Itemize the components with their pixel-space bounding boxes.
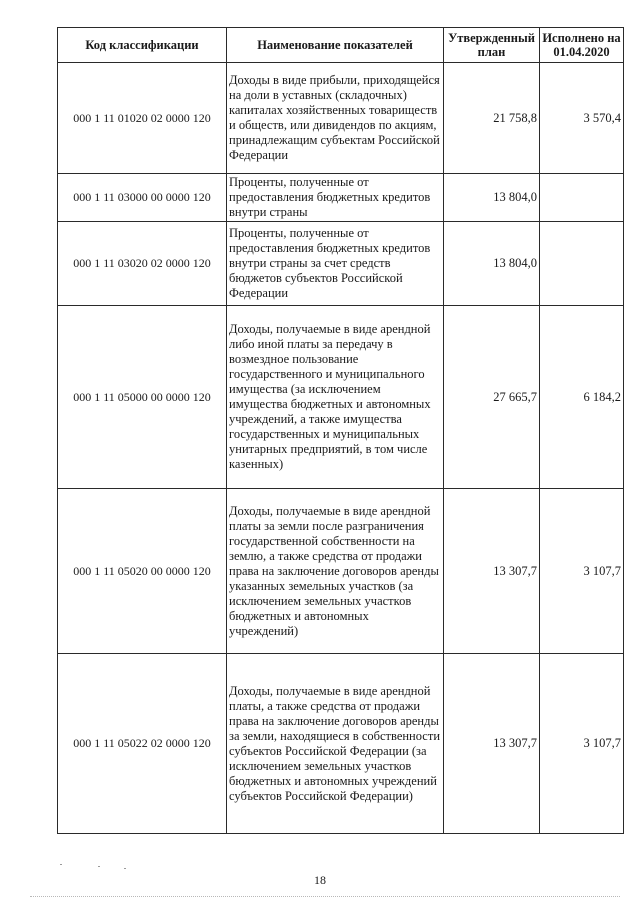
indicator-name: Доходы в виде прибыли, приходящейся на доли в уставных (складочных) капиталах хозяйственных товариществ и обществ, или дивидендов по акциям, принадлежащим субъектам Российской Федерации (227, 63, 444, 174)
executed-value (540, 222, 624, 306)
column-header-executed: Исполнено на 01.04.2020 (540, 28, 624, 63)
table-row (58, 654, 624, 834)
plan-value: 13 307,7 (444, 654, 540, 834)
scan-speck (60, 864, 62, 865)
column-header-name: Наименование показателей (227, 28, 444, 63)
table-row (58, 174, 624, 222)
plan-value: 21 758,8 (444, 63, 540, 174)
indicator-name: Проценты, полученные от предоставления бюджетных кредитов внутри страны за счет средств бюджетов субъектов Российской Федерации (227, 222, 444, 306)
plan-value: 13 307,7 (444, 489, 540, 654)
classification-code: 000 1 11 01020 02 0000 120 (58, 63, 227, 174)
table-row (58, 489, 624, 654)
column-header-code: Код классификации (58, 28, 227, 63)
page-number: 18 (314, 873, 326, 887)
scan-edge-line (30, 896, 620, 898)
executed-value: 3 107,7 (540, 654, 624, 834)
indicator-name: Доходы, получаемые в виде арендной платы, а также средства от продажи права на заключение договоров аренды за земли, находящиеся в собственности субъектов Российской Федерации (за исключением земельных участков бюджетных и автономных учреждений субъектов Российской Федерации) (227, 654, 444, 834)
classification-code: 000 1 11 03000 00 0000 120 (58, 174, 227, 222)
revenue-table (57, 27, 624, 834)
indicator-name: Доходы, получаемые в виде арендной платы за земли после разграничения государственной собственности на землю, а также средства от продажи права на заключение договоров аренды указанных земельных участков (за исключением земельных участков бюджетных и автономных учреждений) (227, 489, 444, 654)
indicator-name: Доходы, получаемые в виде арендной либо иной платы за передачу в возмездное пользование государственного и муниципального имущества (за исключением имущества бюджетных и автономных учреждений, а также имущества государственных и муниципальных унитарных предприятий, в том числе казенных) (227, 306, 444, 489)
classification-code: 000 1 11 05020 00 0000 120 (58, 489, 227, 654)
classification-code: 000 1 11 03020 02 0000 120 (58, 222, 227, 306)
executed-value (540, 174, 624, 222)
executed-value: 6 184,2 (540, 306, 624, 489)
plan-value: 13 804,0 (444, 174, 540, 222)
scan-speck (98, 866, 100, 867)
executed-value: 3 570,4 (540, 63, 624, 174)
plan-value: 13 804,0 (444, 222, 540, 306)
scan-speck (124, 868, 126, 869)
column-header-plan: Утвержденный план (444, 28, 540, 63)
table-header-row (58, 28, 624, 63)
classification-code: 000 1 11 05000 00 0000 120 (58, 306, 227, 489)
table-row (58, 222, 624, 306)
indicator-name: Проценты, полученные от предоставления бюджетных кредитов внутри страны (227, 174, 444, 222)
executed-value: 3 107,7 (540, 489, 624, 654)
table-row (58, 306, 624, 489)
plan-value: 27 665,7 (444, 306, 540, 489)
classification-code: 000 1 11 05022 02 0000 120 (58, 654, 227, 834)
table-row (58, 63, 624, 174)
